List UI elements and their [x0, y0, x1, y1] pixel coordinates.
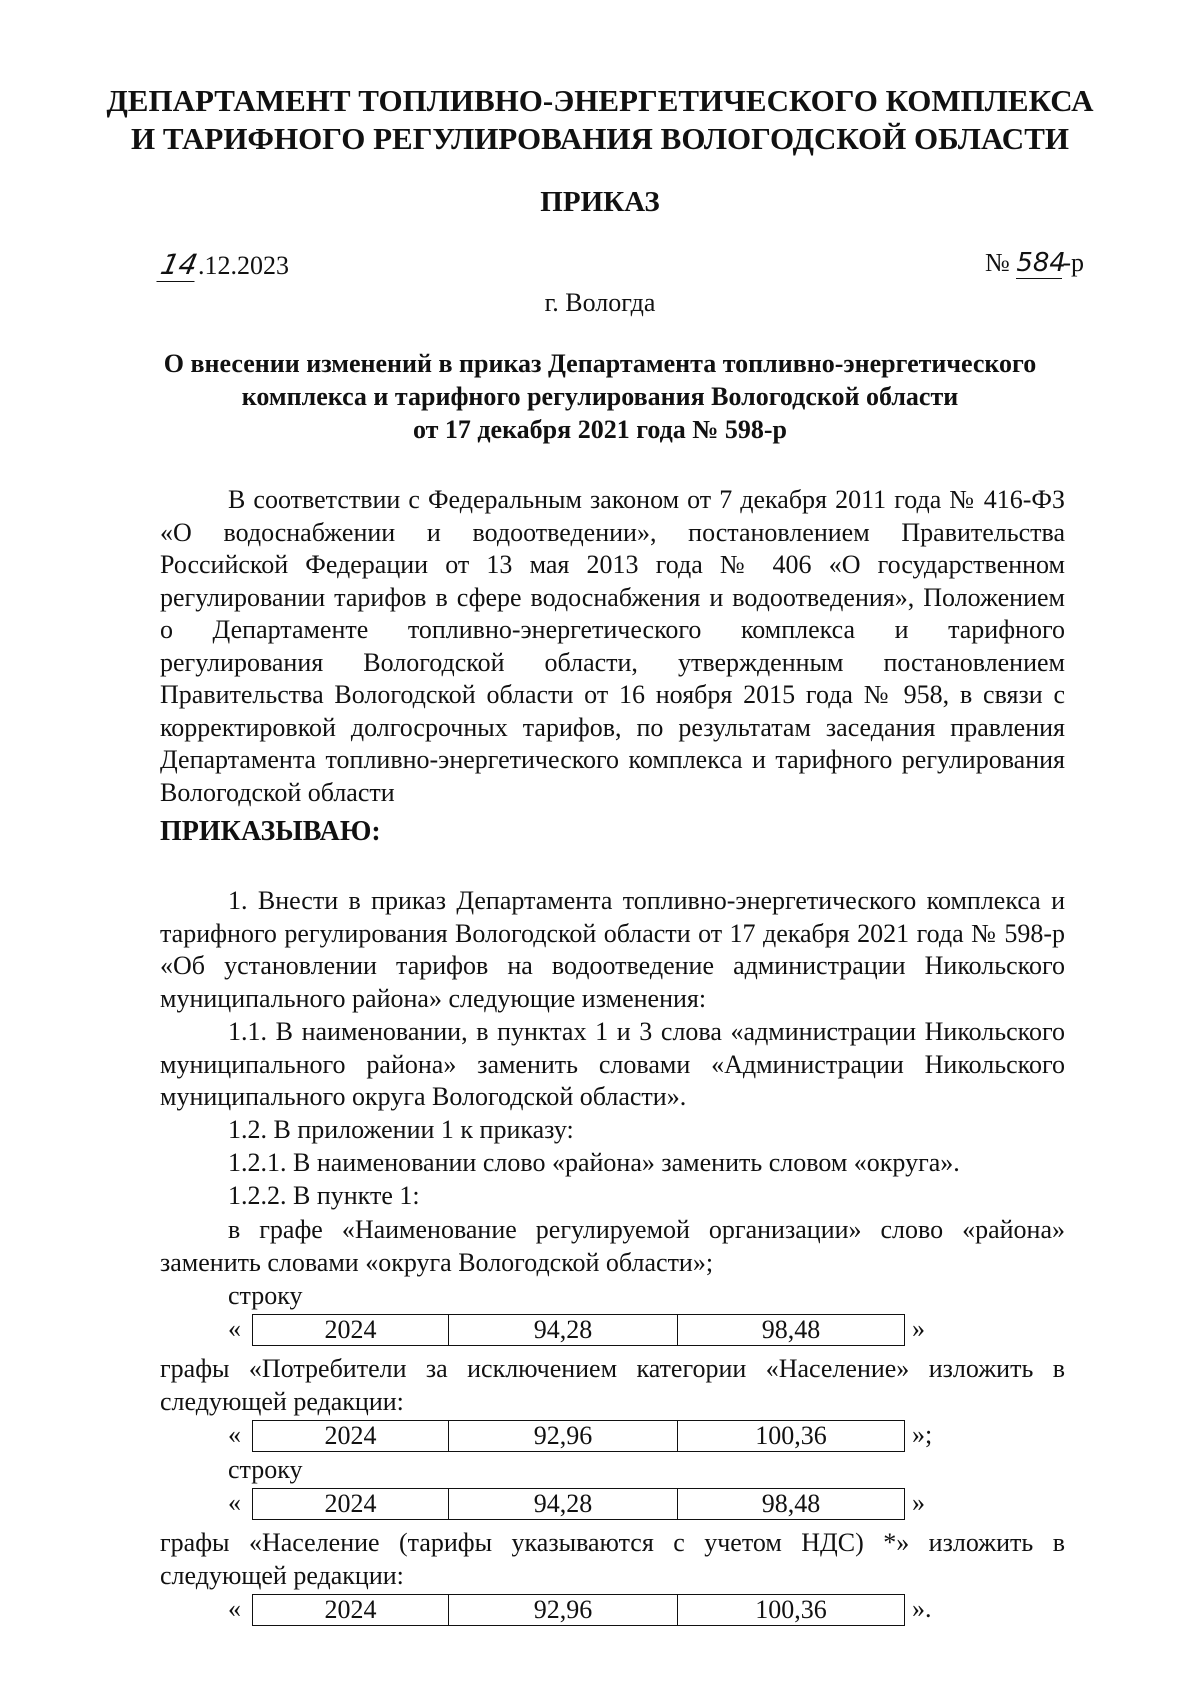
cell-year: 2024 [253, 1421, 449, 1452]
cell-year: 2024 [253, 1315, 449, 1346]
tariff-row-new-consumers [252, 1420, 905, 1452]
word-stroku-2: строку [228, 1455, 303, 1484]
cell-tariff-second-half: 98,48 [678, 1489, 905, 1520]
quote-close-1: » [912, 1314, 925, 1343]
department-line-1: ДЕПАРТАМЕНТ ТОПЛИВНО-ЭНЕРГЕТИЧЕСКОГО КОМПЛЕКСА [106, 83, 1094, 118]
subject-line-3: от 17 декабря 2021 года № 598-р [412, 415, 788, 444]
document-type: ПРИКАЗ [540, 186, 660, 218]
date-month-year: .12.2023 [198, 251, 289, 280]
cell-tariff-first-half: 92,96 [449, 1421, 678, 1452]
quote-open-2: « [228, 1420, 241, 1449]
word-stroku-1: строку [228, 1281, 303, 1310]
item-1-1: 1.1. В наименовании, в пунктах 1 и 3 слова «администрации Никольского муниципального района» заменить словами «Администрации Никольского муниципального округа Вологодской области». [160, 1017, 1065, 1111]
cell-tariff-second-half: 100,36 [678, 1421, 905, 1452]
graf-population-paragraph: графы «Население (тарифы указываются с учетом НДС) *» изложить в следующей редакции: [160, 1528, 1065, 1590]
subject-line-1: О внесении изменений в приказ Департамента топливно-энергетического [163, 349, 1037, 378]
cell-year: 2024 [253, 1595, 449, 1626]
quote-open-3: « [228, 1488, 241, 1517]
date-day-handwritten: 14 [157, 248, 201, 281]
quote-close-2: »; [912, 1420, 933, 1449]
quote-close-4: ». [912, 1594, 932, 1623]
item-1: 1. Внести в приказ Департамента топливно-энергетического комплекса и тарифного регулирования Вологодской области от 17 декабря 2021 года № 598-р «Об установлении тарифов на водоотведение администрации Никольского муниципального района» следующие изменения: [160, 886, 1065, 1013]
cell-tariff-first-half: 94,28 [449, 1315, 678, 1346]
item-1-2-2: 1.2.2. В пункте 1: [228, 1181, 420, 1210]
quote-close-3: » [912, 1488, 925, 1517]
order-word: ПРИКАЗЫВАЮ: [160, 816, 381, 847]
item-1-2: 1.2. В приложении 1 к приказу: [228, 1115, 574, 1144]
document-number [985, 248, 1084, 279]
department-header [0, 82, 1200, 158]
document-date [157, 248, 289, 282]
city: г. Вологда [544, 288, 656, 317]
cell-tariff-first-half: 92,96 [449, 1595, 678, 1626]
cell-tariff-second-half: 100,36 [678, 1595, 905, 1626]
preamble-paragraph: В соответствии с Федеральным законом от 7 декабря 2011 года № 416-ФЗ «О водоснабжении и водоотведении», постановлением Правительства Российской Федерации от 13 мая 2013 года № 406 «О государственном регулировании тарифов в сфере водоснабжения и водоотведения», Положением о Департаменте топливно-энергетического комплекса и тарифного регулирования Вологодской области, утвержденным постановлением Правительства Вологодской области от 16 ноября 2015 года № 958, в связи с корректировкой долгосрочных тарифов, по результатам заседания правления Департамента топливно-энергетического комплекса и тарифного регулирования Вологодской области [160, 485, 1065, 807]
cell-tariff-second-half: 98,48 [678, 1315, 905, 1346]
tariff-row-old-population [252, 1488, 905, 1520]
subject-line-2: комплекса и тарифного регулирования Вологодской области [241, 382, 959, 411]
item-1-2-1: 1.2.1. В наименовании слово «района» заменить словом «округа». [228, 1148, 960, 1177]
cell-tariff-first-half: 94,28 [449, 1489, 678, 1520]
number-suffix: -р [1062, 248, 1084, 277]
quote-open-4: « [228, 1594, 241, 1623]
quote-open-1: « [228, 1314, 241, 1343]
tariff-row-old-consumers [252, 1314, 905, 1346]
document-subject [150, 347, 1050, 446]
number-prefix: № [985, 248, 1010, 277]
graf-consumers-paragraph: графы «Потребители за исключением категории «Население» изложить в следующей редакции: [160, 1354, 1065, 1416]
tariff-row-new-population [252, 1594, 905, 1626]
number-handwritten: 584 [1016, 248, 1066, 278]
graf-name-paragraph: в графе «Наименование регулируемой организации» слово «района» заменить словами «округа Вологодской области»; [160, 1215, 1065, 1277]
cell-year: 2024 [253, 1489, 449, 1520]
department-line-2: И ТАРИФНОГО РЕГУЛИРОВАНИЯ ВОЛОГОДСКОЙ ОБЛАСТИ [131, 121, 1069, 156]
